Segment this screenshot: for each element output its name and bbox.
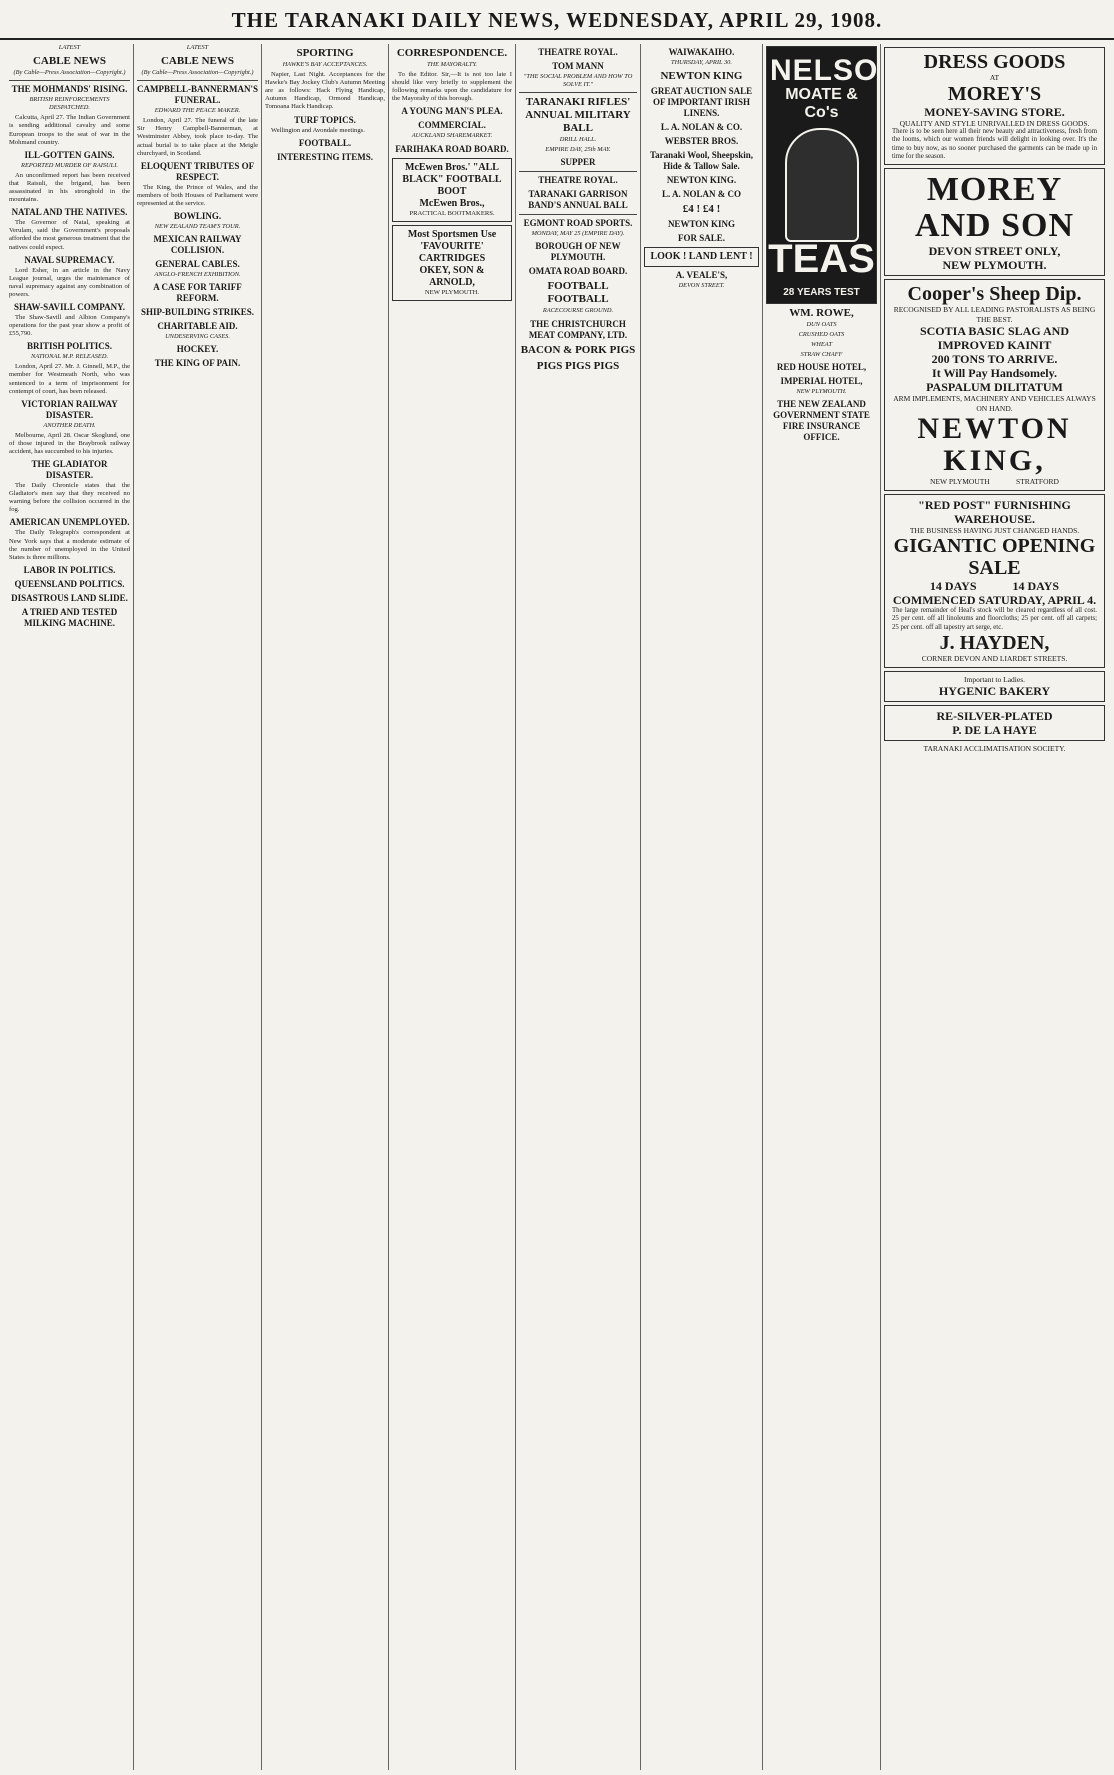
advert-title: Most Sportsmen Use 'FAVOURITE' CARTRIDGES xyxy=(407,228,497,264)
headline: FARIHAKA ROAD BOARD. xyxy=(395,143,509,154)
advert-days: 14 DAYS xyxy=(1012,579,1060,594)
col1-byline: (By Cable—Press Association—Copyright.) xyxy=(13,69,126,77)
headline: TURF TOPICS. xyxy=(294,114,356,125)
headline: TOM MANN xyxy=(552,61,604,71)
headline: GREAT AUCTION SALE OF IMPORTANT IRISH LINENS. xyxy=(650,86,753,119)
column-5 xyxy=(515,44,640,1770)
advert-text: Important to Ladies. xyxy=(963,674,1026,684)
article-text: London, April 27. The funeral of the late Sir Henry Campbell-Bannerman, at Westminster Abbey, took place to-day. The actual burial is to take place at the Meigle churchyard, in Scotland. xyxy=(137,117,258,157)
subheadline: "THE SOCIAL PROBLEM AND HOW TO SOLVE IT." xyxy=(523,73,633,89)
headline: NEWTON KING. xyxy=(666,175,737,186)
headline: MEXICAN RAILWAY COLLISION. xyxy=(153,234,242,256)
advert-subtitle: SCOTIA BASIC SLAG AND IMPROVED KAINIT xyxy=(919,324,1070,353)
headline: AMERICAN UNEMPLOYED. xyxy=(9,517,130,528)
article-text: The Daily Chronicle states that the Gladiator's men say that they received no warning before the collision occurred in the fog. xyxy=(9,482,130,514)
advert-land xyxy=(644,247,759,267)
headline: NEWTON KING xyxy=(667,219,736,230)
advert-title: GIGANTIC OPENING SALE xyxy=(893,535,1096,580)
advert-subtitle: 200 TONS TO ARRIVE. xyxy=(931,352,1058,367)
headline: NEWTON KING xyxy=(660,70,743,83)
headline: NAVAL SUPREMACY. xyxy=(24,254,115,265)
list-item: WHEAT xyxy=(810,341,833,349)
headline: QUEENSLAND POLITICS. xyxy=(14,578,125,589)
subheadline: BRITISH REINFORCEMENTS DESPATCHED. xyxy=(29,96,110,112)
article-text: Wellington and Avondale meetings. xyxy=(271,126,365,134)
subheadline: EMPIRE DAY, 25th MAY. xyxy=(545,146,611,154)
col2-title: CABLE NEWS xyxy=(160,55,235,68)
column-3 xyxy=(261,44,388,1770)
advert-text: ARM IMPLEMENTS, MACHINERY AND VEHICLES ALWAYS ON HAND. xyxy=(893,394,1096,413)
advert-subtitle: NEW PLYMOUTH. xyxy=(942,258,1047,273)
advert-subtitle: RE-SILVER-PLATED xyxy=(936,709,1053,724)
article-text: The Governor of Natal, speaking at Verulam, said the Government's proposals afforded the most generous treatment that the natives could expect. xyxy=(9,219,130,251)
headline: Taranaki Wool, Sheepskin, Hide & Tallow Sale. xyxy=(649,150,754,172)
headline: WM. ROWE, xyxy=(789,307,854,319)
advert-brand: NELSON xyxy=(770,54,902,87)
subheadline: REPORTED MURDER OF RAISULI. xyxy=(21,161,118,169)
article-text: The Shaw-Savill and Albion Company's operations for the past year show a profit of £55,790. xyxy=(9,313,130,338)
advert-subtitle: DEVON STREET ONLY, xyxy=(928,244,1061,259)
article-text: The King, the Prince of Wales, and the members of both Houses of Parliament were represented at the service. xyxy=(137,183,258,207)
headline: TARANAKI RIFLES' ANNUAL MILITARY BALL xyxy=(525,96,631,135)
headline: GENERAL CABLES. xyxy=(155,259,240,270)
headline: FOOTBALL FOOTBALL xyxy=(547,280,609,306)
notice-title: TARANAKI ACCLIMATISATION SOCIETY. xyxy=(923,744,1066,754)
advert-title: Cooper's Sheep Dip. xyxy=(907,283,1082,306)
headline: FOR SALE. xyxy=(677,233,725,244)
advert-text: THE BUSINESS HAVING JUST CHANGED HANDS. xyxy=(909,525,1080,535)
headline: BRITISH POLITICS. xyxy=(26,341,113,352)
subheadline: DRILL HALL. xyxy=(559,136,597,144)
divider xyxy=(519,92,637,93)
list-item: DUN OATS xyxy=(806,321,837,328)
subheadline: HAWKE'S BAY ACCEPTANCES. xyxy=(282,61,368,68)
advert-days: 14 DAYS xyxy=(929,579,977,594)
column-8 xyxy=(880,44,1108,1770)
advert-title: NEWTON KING, xyxy=(917,412,1072,478)
advert-text: PRACTICAL BOOTMAKERS. xyxy=(409,209,495,217)
col2-byline: (By Cable—Press Association—Copyright.) xyxy=(141,69,254,77)
advert-title: LOOK ! LAND LENT ! xyxy=(650,251,753,263)
col1-head: LATEST xyxy=(58,44,81,51)
headline: WAIWAKAIHO. xyxy=(668,47,735,57)
subheadline: NATIONAL M.P. RELEASED. xyxy=(30,353,109,361)
advert-name: McEwen Bros., xyxy=(419,197,485,209)
subheadline: RACECOURSE GROUND. xyxy=(542,307,614,315)
advert-body: There is to be seen here all their new beauty and attractiveness, fresh from the looms, which our women friends will delight in looking over. It's the time to buy now, as no sooner purchased the garments can be made up in time for the season. xyxy=(892,128,1097,160)
section-correspondence: CORRESPONDENCE. xyxy=(396,47,508,59)
article-text: An unconfirmed report has been received that Raisuli, the brigand, has been assassinated in his stronghold in the mountains. xyxy=(9,171,130,204)
headline: SHIP-BUILDING STRIKES. xyxy=(140,307,255,318)
advert-brand-sub: MOATE & Co's xyxy=(785,86,858,121)
advert-text: QUALITY AND STYLE UNRIVALLED IN DRESS GOODS. xyxy=(899,118,1090,128)
advert-text: RECOGNISED BY ALL LEADING PASTORALISTS AS BEING THE BEST. xyxy=(893,305,1096,324)
advert-title: McEwen Bros.' "ALL BLACK" FOOTBALL BOOT xyxy=(402,161,502,197)
headline: CAMPBELL-BANNERMAN'S FUNERAL. xyxy=(137,84,259,106)
advert-text: AT xyxy=(989,73,1000,82)
advert-nelson-moate-teas xyxy=(766,46,902,304)
subheadline: MONDAY, MAY 25 (EMPIRE DAY). xyxy=(531,230,625,238)
article-text: To the Editor. Sir,—It is not too late I should like very briefly to supplement the following remarks upon the candidature for the Mayoralty of this borough. xyxy=(392,71,512,103)
advert-text: NEW PLYMOUTH. xyxy=(424,288,480,296)
article-text: The Daily Telegraph's correspondent at New York says that a moderate estimate of the number of unemployed in the United States is three millions. xyxy=(9,529,130,561)
column-2 xyxy=(133,44,261,1770)
advert-subtitle: It Will Pay Handsomely. xyxy=(932,366,1057,381)
advert-bakery xyxy=(884,671,1105,703)
headline: FOOTBALL. xyxy=(298,137,352,148)
advert-subtitle xyxy=(888,579,1101,593)
advert-replating xyxy=(884,705,1105,741)
column-7 xyxy=(762,44,902,1770)
subheadline: NEW ZEALAND TEAM'S TOUR. xyxy=(154,223,241,231)
headline: THEATRE ROYAL. xyxy=(538,175,618,186)
advert-subtitle: P. DE LA HAYE xyxy=(952,723,1037,738)
advert-tagline: 28 YEARS TEST xyxy=(783,286,860,298)
headline: TARANAKI GARRISON BAND'S ANNUAL BALL xyxy=(528,189,628,211)
headline: BACON & PORK PIGS xyxy=(520,343,636,356)
subheadline: NEW PLYMOUTH. xyxy=(796,388,847,396)
advert-subtitle: HYGENIC BAKERY xyxy=(938,684,1051,699)
subheadline: ANOTHER DEATH. xyxy=(43,421,96,429)
advert-title: J. HAYDEN, xyxy=(939,632,1050,655)
article-text: Calcutta, April 27. The Indian Government is sending additional cavalry and some European troops to the seat of war in the Mohmand country. xyxy=(9,114,130,146)
column-4 xyxy=(388,44,515,1770)
advert-name: OKEY, SON & ARNOLD, xyxy=(419,264,485,288)
headline: INTERESTING ITEMS. xyxy=(276,151,374,162)
headline: WEBSTER BROS. xyxy=(664,136,739,147)
advert-subtitle: "RED POST" FURNISHING WAREHOUSE. xyxy=(918,497,1071,526)
headline: A TRIED AND TESTED MILKING MACHINE. xyxy=(21,606,118,628)
headline: THE GLADIATOR DISASTER. xyxy=(31,459,108,481)
headline: COMMERCIAL. xyxy=(418,120,486,131)
section-sporting: SPORTING xyxy=(296,47,354,59)
advert-morey-dress-goods xyxy=(884,47,1105,165)
headline: SHAW-SAVILL COMPANY. xyxy=(13,301,126,312)
headline: SUPPER xyxy=(560,157,596,168)
list-item: STRAW CHAFF xyxy=(800,351,843,359)
advert-text xyxy=(888,477,1101,487)
headline: VICTORIAN RAILWAY DISASTER. xyxy=(21,398,118,420)
headline: NATAL AND THE NATIVES. xyxy=(11,207,128,218)
divider xyxy=(9,80,130,81)
headline: ILL-GOTTEN GAINS. xyxy=(24,149,115,160)
headline: L. A. NOLAN & CO. xyxy=(660,122,743,133)
masthead: THE TARANAKI DAILY NEWS, WEDNESDAY, APRIL 29, 1908. xyxy=(0,8,1114,40)
subheadline: THURSDAY, APRIL 30. xyxy=(671,59,732,66)
headline: OMATA ROAD BOARD. xyxy=(528,266,628,277)
article-text: Melbourne, April 28. Oscar Skoglund, one of those injured in the Braybrook railway accident, has succumbed to his injuries. xyxy=(9,431,130,455)
divider xyxy=(519,171,637,172)
advert-body: The large remainder of Heal's stock will be cleared regardless of all cost. 25 per cent. off all linoleums and floorcloths; 25 per cent. off all carpets; 25 per cent. off all tapestry art serge, etc. xyxy=(892,607,1097,631)
headline: THEATRE ROYAL. xyxy=(538,47,618,57)
advert-mcewen xyxy=(392,158,512,222)
headline: L. A. NOLAN & CO xyxy=(661,189,741,200)
headline: BOROUGH OF NEW PLYMOUTH. xyxy=(535,241,621,263)
subheadline: ANGLO-FRENCH EXHIBITION. xyxy=(154,271,241,279)
advert-hayden-red-post xyxy=(884,494,1105,668)
headline: IMPERIAL HOTEL, xyxy=(780,376,863,387)
divider xyxy=(137,80,258,81)
headline: PIGS PIGS PIGS xyxy=(536,359,620,372)
col2-head: LATEST xyxy=(186,44,209,51)
headline: A. VEALE'S, xyxy=(675,270,728,281)
headline: THE KING OF PAIN. xyxy=(154,358,241,369)
advert-location: STRATFORD xyxy=(1016,477,1059,487)
advert-product: TEAS xyxy=(768,237,875,281)
column-6 xyxy=(640,44,762,1770)
advert-title: MOREY AND SON xyxy=(914,171,1075,245)
subheadline: DEVON STREET. xyxy=(678,282,725,290)
advert-newton-king xyxy=(884,279,1105,491)
woman-illustration-icon xyxy=(785,128,859,242)
column-1 xyxy=(6,44,133,1770)
headline: RED HOUSE HOTEL, xyxy=(776,362,867,373)
advert-morey-and-son xyxy=(884,168,1105,276)
headline: A CASE FOR TARIFF REFORM. xyxy=(153,282,242,304)
advert-subtitle: PASPALUM DILITATUM xyxy=(926,380,1063,395)
headline: ELOQUENT TRIBUTES OF RESPECT. xyxy=(140,160,255,182)
headline: HOCKEY. xyxy=(176,344,219,355)
advert-text: CORNER DEVON AND LIARDET STREETS. xyxy=(921,654,1068,664)
advert-subtitle: MONEY-SAVING STORE. xyxy=(924,104,1065,119)
list-item: CRUSHED OATS xyxy=(798,331,845,339)
headline: LABOR IN POLITICS. xyxy=(23,564,116,575)
headline: £4 ! £4 ! xyxy=(682,203,721,216)
headline: THE MOHMANDS' RISING. xyxy=(11,84,128,95)
advert-title: MOREY'S xyxy=(947,82,1042,105)
headline: A YOUNG MAN'S PLEA. xyxy=(401,106,503,117)
advert-subtitle: COMMENCED SATURDAY, APRIL 4. xyxy=(892,593,1097,608)
headline: BOWLING. xyxy=(173,211,222,222)
article-text: Napier, Last Night. Acceptances for the Hawke's Bay Jockey Club's Autumn Meeting are as follows: Hack Flying Handicap, Autumn Handicap, Ormond Handicap, Tomoana Hack Handicap. xyxy=(265,71,385,111)
divider xyxy=(519,214,637,215)
subheadline: EDWARD THE PEACE MAKER. xyxy=(154,107,241,115)
headline: CHARITABLE AID. xyxy=(157,321,238,332)
subheadline: UNDESERVING CASES. xyxy=(165,333,230,341)
article-text: London, April 27. Mr. J. Ginnell, M.P., the member for Westmeath North, who was sentenced to a term of imprisonment for contempt of court, has been released. xyxy=(9,363,130,395)
subheadline: AUCKLAND SHAREMARKET. xyxy=(411,132,493,140)
article-text: Lord Esher, in an article in the Navy League journal, urges the maintenance of naval supremacy against any combination of powers. xyxy=(9,266,130,298)
headline: DISASTROUS LAND SLIDE. xyxy=(11,592,128,603)
advert-title: DRESS GOODS xyxy=(923,51,1066,73)
advert-location: NEW PLYMOUTH xyxy=(930,477,990,487)
advert-cartridges xyxy=(392,225,512,301)
col1-title: CABLE NEWS xyxy=(32,55,107,68)
subheadline: THE MAYORALTY. xyxy=(426,61,478,68)
headline: THE NEW ZEALAND GOVERNMENT STATE FIRE INSURANCE OFFICE. xyxy=(773,399,870,443)
headline: EGMONT ROAD SPORTS. xyxy=(523,218,633,229)
headline: THE CHRISTCHURCH MEAT COMPANY, LTD. xyxy=(528,318,628,340)
